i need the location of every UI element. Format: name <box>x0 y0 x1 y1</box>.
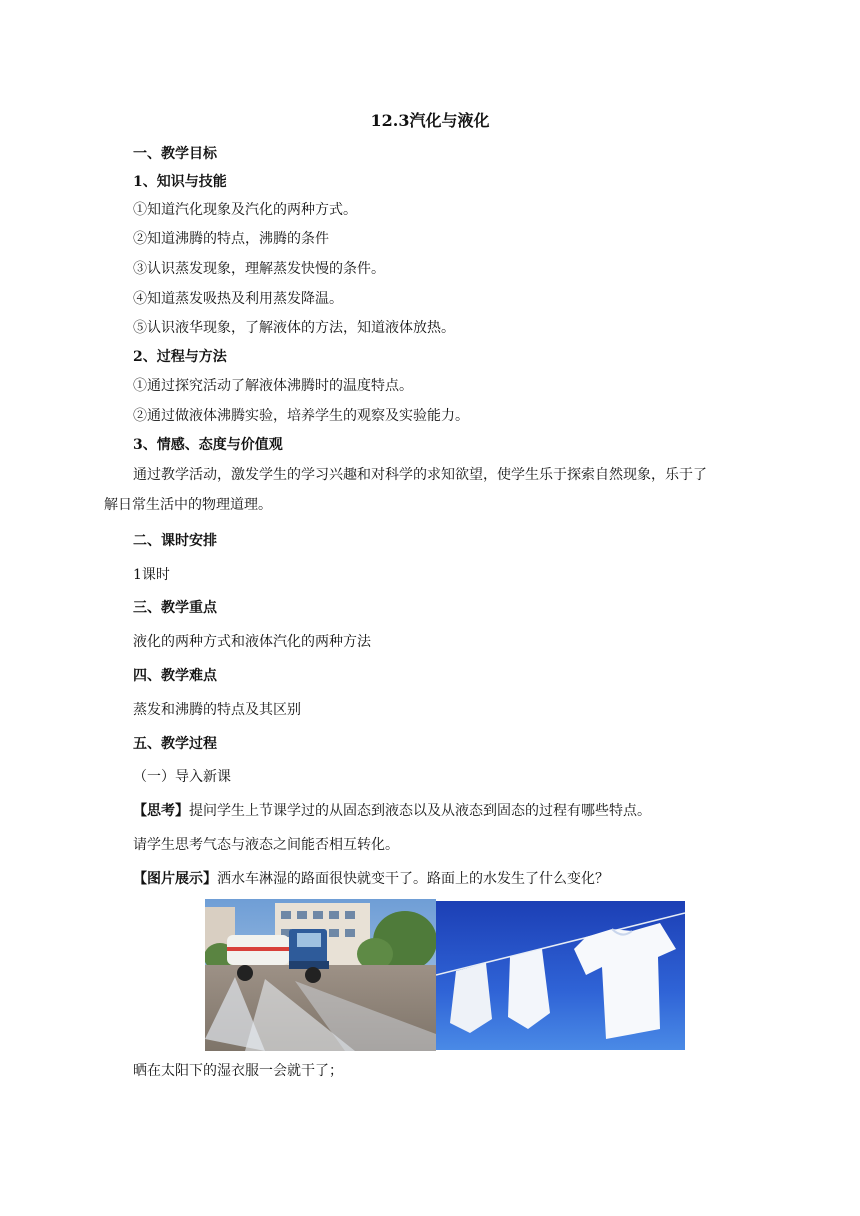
think-label: 【思考】 <box>133 803 189 819</box>
list-item: ⑤认识液华现象，了解液体的方法，知道液体放热。 <box>133 320 455 336</box>
subheading-intro: （一）导入新课 <box>133 769 231 785</box>
section-heading-key-points: 三、教学重点 <box>133 600 217 616</box>
drying-clothes-photo <box>436 901 685 1050</box>
subheading-knowledge-skills: 1、知识与技能 <box>133 174 227 190</box>
picture-label: 【图片展示】 <box>133 871 217 887</box>
section-heading-objectives: 一、教学目标 <box>133 146 217 162</box>
section-heading-schedule: 二、课时安排 <box>133 533 217 549</box>
sprinkler-truck-photo <box>205 899 436 1051</box>
list-item: ①知道汽化现象及汽化的两种方式。 <box>133 202 357 218</box>
paragraph-line: 通过教学活动，激发学生的学习兴趣和对科学的求知欲望，使学生乐于探索自然现象，乐于了 <box>133 467 707 483</box>
list-item: ①通过探究活动了解液体沸腾时的温度特点。 <box>133 378 413 394</box>
paragraph-line: 解日常生活中的物理道理。 <box>104 497 272 513</box>
section-heading-difficulties: 四、教学难点 <box>133 668 217 684</box>
list-item: ②通过做液体沸腾实验，培养学生的观察及实验能力。 <box>133 408 469 424</box>
think-followup: 请学生思考气态与液态之间能否相互转化。 <box>133 837 399 853</box>
document-title: 12.3汽化与液化 <box>370 111 490 130</box>
subheading-attitudes-values: 3、情感、态度与价值观 <box>133 437 283 453</box>
list-item: ④知道蒸发吸热及利用蒸发降温。 <box>133 291 343 307</box>
photo-caption: 晒在太阳下的湿衣服一会就干了； <box>133 1063 343 1079</box>
picture-paragraph <box>133 870 609 888</box>
subheading-process-methods: 2、过程与方法 <box>133 349 227 365</box>
difficulties-text: 蒸发和沸腾的特点及其区别 <box>133 702 301 718</box>
picture-text: 洒水车淋湿的路面很快就变干了。路面上的水发生了什么变化？ <box>217 871 609 887</box>
schedule-text: 1课时 <box>133 567 170 583</box>
list-item: ③认识蒸发现象，理解蒸发快慢的条件。 <box>133 261 385 277</box>
section-heading-process: 五、教学过程 <box>133 736 217 752</box>
think-paragraph <box>133 802 651 820</box>
key-points-text: 液化的两种方式和液体汽化的两种方法 <box>133 634 371 650</box>
think-text: 提问学生上节课学过的从固态到液态以及从液态到固态的过程有哪些特点。 <box>189 803 651 819</box>
list-item: ②知道沸腾的特点，沸腾的条件 <box>133 231 329 247</box>
